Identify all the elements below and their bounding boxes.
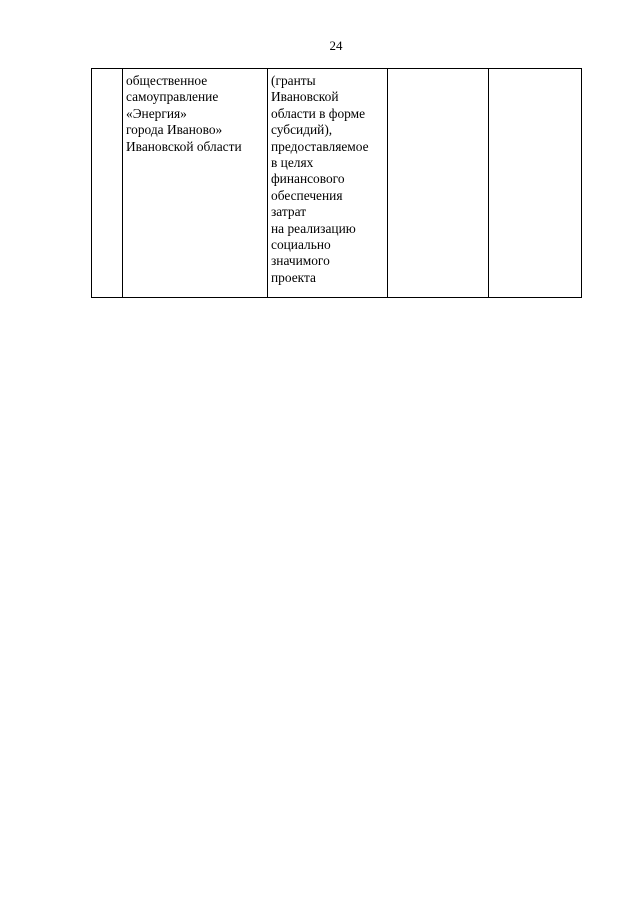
page-number: 24 bbox=[329, 38, 343, 53]
cell-text-line: субсидий), bbox=[271, 122, 333, 138]
table-cell-number bbox=[92, 69, 123, 298]
cell-text-line: финансового bbox=[271, 171, 345, 187]
table-cell-organization bbox=[123, 69, 268, 298]
cell-text-line: в целях bbox=[271, 155, 314, 171]
cell-text-line: затрат bbox=[271, 204, 307, 220]
cell-text-line: области в форме bbox=[271, 105, 366, 121]
cell-text-line: Ивановской области bbox=[126, 138, 242, 154]
cell-text-line: (гранты bbox=[271, 73, 316, 88]
cell-text-line: проекта bbox=[271, 269, 316, 285]
table-cell-empty bbox=[489, 69, 582, 298]
cell-text-line: предоставляемое bbox=[271, 138, 369, 154]
document-table bbox=[91, 68, 582, 298]
cell-text-line: общественное bbox=[126, 73, 208, 88]
table-row bbox=[92, 69, 582, 298]
table-cell-empty bbox=[388, 69, 489, 298]
cell-text-line: социально bbox=[271, 237, 331, 253]
cell-text-line: обеспечения bbox=[271, 187, 343, 203]
cell-text-line: «Энергия» bbox=[126, 105, 187, 121]
table-cell-support-form bbox=[268, 69, 388, 298]
cell-text-line: самоуправление bbox=[126, 89, 219, 105]
cell-text-line: значимого bbox=[271, 253, 330, 269]
cell-text-line: на реализацию bbox=[271, 220, 356, 236]
cell-text-line: города Иваново» bbox=[126, 122, 223, 138]
cell-text-line: Ивановской bbox=[271, 89, 339, 105]
